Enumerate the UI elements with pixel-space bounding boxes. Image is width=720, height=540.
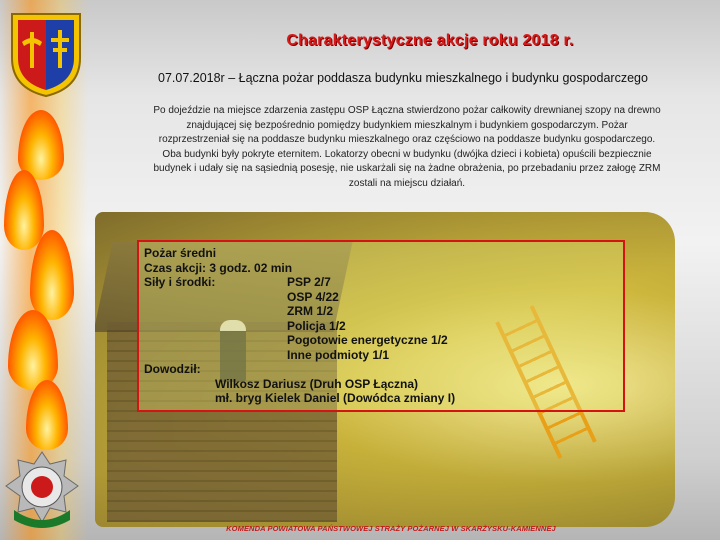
commanders-label: Dowodził: xyxy=(144,362,201,376)
force-item: ZRM 1/2 xyxy=(287,304,334,318)
footer-text: KOMENDA POWIATOWA PAŃSTWOWEJ STRAŻY POŻARNEJ W SKARŻYSKU-KAMIENNEJ xyxy=(226,524,556,533)
force-item: PSP 2/7 xyxy=(287,275,331,289)
fire-category: Pożar średni xyxy=(144,246,217,260)
commander-item: mł. bryg Kielek Daniel (Dowódca zmiany I) xyxy=(215,391,456,405)
coat-of-arms-icon xyxy=(8,8,84,98)
psp-badge-icon xyxy=(4,450,80,534)
force-item: Inne podmioty 1/1 xyxy=(287,347,390,362)
force-item: OSP 4/22 xyxy=(287,289,339,304)
forces-label: Siły i środki: xyxy=(144,275,216,289)
force-item: Policja 1/2 xyxy=(287,318,346,333)
action-duration: Czas akcji: 3 godz. 02 min xyxy=(144,260,293,275)
commander-item: Wilkosz Dariusz (Druh OSP Łączna) xyxy=(215,376,419,391)
event-description: Po dojeździe na miejsce zdarzenia zastępu OSP Łączna stwierdzono pożar całkowity drewnianej szopy na drewno znajdującej się bezpośrednio pomiędzy budynkiem mieszkalnym i budynkiem gospodarczym. Pożar rozprzestrzeniał się na poddasze budynku mieszkalnego oraz częściowo na poddasze budynku gospodarczego. Oba budynki były pokryte eternitem. Lokatorzy obecni w budynku (dwójka dzieci i kobieta) opuścili bezpiecznie budynek i udały się na sąsiednią posesję, nie uskarżali się na żadne obrażenia, po przebadaniu przez załogę ZRM zostali na miejscu działań. xyxy=(153,105,661,189)
event-subtitle: 07.07.2018r – Łączna pożar poddasza budynku mieszkalnego i budynku gospodarczego xyxy=(158,71,648,85)
page-title: Charakterystyczne akcje roku 2018 r. xyxy=(286,32,574,49)
force-item: Pogotowie energetyczne 1/2 xyxy=(287,333,448,347)
